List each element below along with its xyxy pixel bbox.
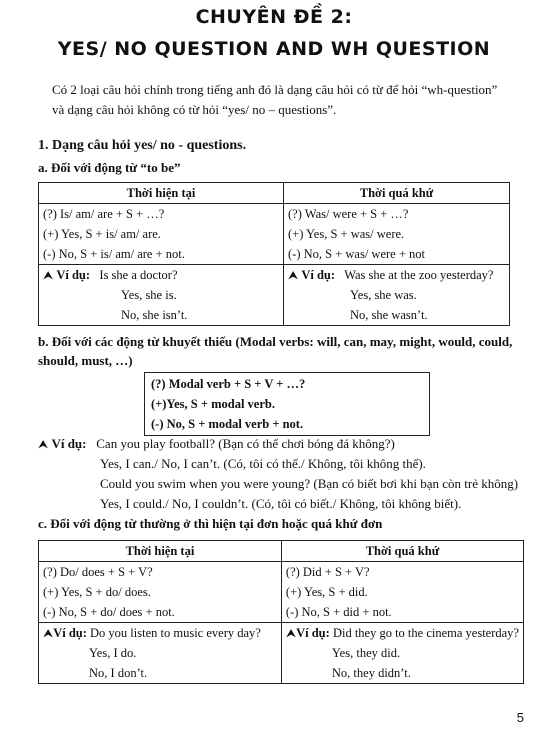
subsection-heading-b: b. Đối với các động từ khuyết thiếu (Modal verbs: will, can, may, might, would, could, should, must, …) <box>38 334 513 368</box>
present-forms <box>39 562 282 623</box>
arrow-bullet-icon: ⮝ <box>43 626 54 640</box>
arrow-bullet-icon: ⮝ <box>43 268 54 282</box>
example-line: Can you play football? (Bạn có thể chơi bóng đá không?) <box>96 436 395 451</box>
form-line: (-) No, S + is/ am/ are + not. <box>43 247 185 261</box>
form-line: (-) No, S + did + not. <box>285 605 392 619</box>
example-line: No, she isn’t. <box>121 308 188 322</box>
example-label: Ví dụ: <box>56 268 91 282</box>
present-example <box>39 623 282 684</box>
example-label: Ví dụ: <box>301 268 336 282</box>
example-line: Did they go to the cinema yesterday? <box>332 626 519 640</box>
present-forms <box>39 204 284 265</box>
subsection-heading-a: a. Đối với động từ “to be” <box>38 160 181 175</box>
form-line: (-) No, S + do/ does + not. <box>43 605 175 619</box>
modal-verb-box <box>144 372 430 436</box>
example-label: Ví dụ: <box>53 626 87 640</box>
past-example <box>281 623 523 684</box>
example-line: No, they didn’t. <box>331 666 411 680</box>
example-line: Yes, I do. <box>89 646 137 660</box>
present-example <box>39 265 284 326</box>
modal-formula: (?) Modal verb + S + V + …? <box>151 377 306 391</box>
header-past: Thời quá khứ <box>281 541 523 562</box>
modal-formula: (+)Yes, S + modal verb. <box>151 397 275 411</box>
example-line: Yes, I can./ No, I can’t. (Có, tôi có thể./ Không, tôi không thể). <box>100 456 426 471</box>
form-line: (+) Yes, S + did. <box>285 585 368 599</box>
section-heading-1: 1. Dạng câu hỏi yes/ no - questions. <box>38 138 247 153</box>
example-line: No, she wasn’t. <box>350 308 428 322</box>
example-line: Yes, I could./ No, I couldn’t. (Có, tôi có biết./ Không, tôi không biết). <box>100 496 462 511</box>
example-label: Ví dụ: <box>51 436 87 451</box>
form-line: (?) Is/ am/ are + S + …? <box>43 207 165 221</box>
ordinary-verb-table <box>38 540 524 684</box>
example-line: Could you swim when you were young? (Bạn có biết bơi khi bạn còn trẻ không) <box>100 476 519 491</box>
header-present: Thời hiện tại <box>39 541 282 562</box>
example-line: Is she a doctor? <box>99 268 178 282</box>
header-present: Thời hiện tại <box>39 183 284 204</box>
example-label: Ví dụ: <box>296 626 330 640</box>
past-forms <box>284 204 510 265</box>
arrow-bullet-icon: ⮝ <box>288 268 299 282</box>
example-b <box>38 434 518 514</box>
chapter-title: CHUYÊN ĐỀ 2: <box>195 6 353 28</box>
form-line: (-) No, S + was/ were + not <box>288 247 425 261</box>
example-line: Do you listen to music every day? <box>90 626 261 640</box>
example-line: Yes, she was. <box>350 288 417 302</box>
modal-formula: (-) No, S + modal verb + not. <box>151 417 304 431</box>
past-example <box>284 265 510 326</box>
form-line: (?) Was/ were + S + …? <box>288 207 409 221</box>
subsection-heading-c: c. Đối với động từ thường ở thì hiện tại đơn hoặc quá khứ đơn <box>38 516 383 531</box>
past-forms <box>281 562 523 623</box>
form-line: (?) Do/ does + S + V? <box>43 565 153 579</box>
form-line: (+) Yes, S + was/ were. <box>288 227 405 241</box>
header-past: Thời quá khứ <box>284 183 510 204</box>
example-line: Was she at the zoo yesterday? <box>344 268 494 282</box>
intro-paragraph: Có 2 loại câu hỏi chính trong tiếng anh đó là dạng câu hỏi có từ để hỏi “wh-question” và dạng câu hỏi không có từ hỏi “yes/ no – questions”. <box>52 82 498 117</box>
to-be-table <box>38 182 510 326</box>
arrow-bullet-icon: ⮝ <box>285 626 297 640</box>
form-line: (+) Yes, S + do/ does. <box>43 585 151 599</box>
example-line: Yes, she is. <box>121 288 177 302</box>
example-line: Yes, they did. <box>331 646 401 660</box>
form-line: (+) Yes, S + is/ am/ are. <box>43 227 161 241</box>
arrow-bullet-icon: ⮝ <box>38 437 49 451</box>
form-line: (?) Did + S + V? <box>285 565 370 579</box>
page-number: 5 <box>516 710 524 725</box>
topic-title: YES/ NO QUESTION AND WH QUESTION <box>57 38 491 60</box>
example-line: No, I don’t. <box>89 666 148 680</box>
